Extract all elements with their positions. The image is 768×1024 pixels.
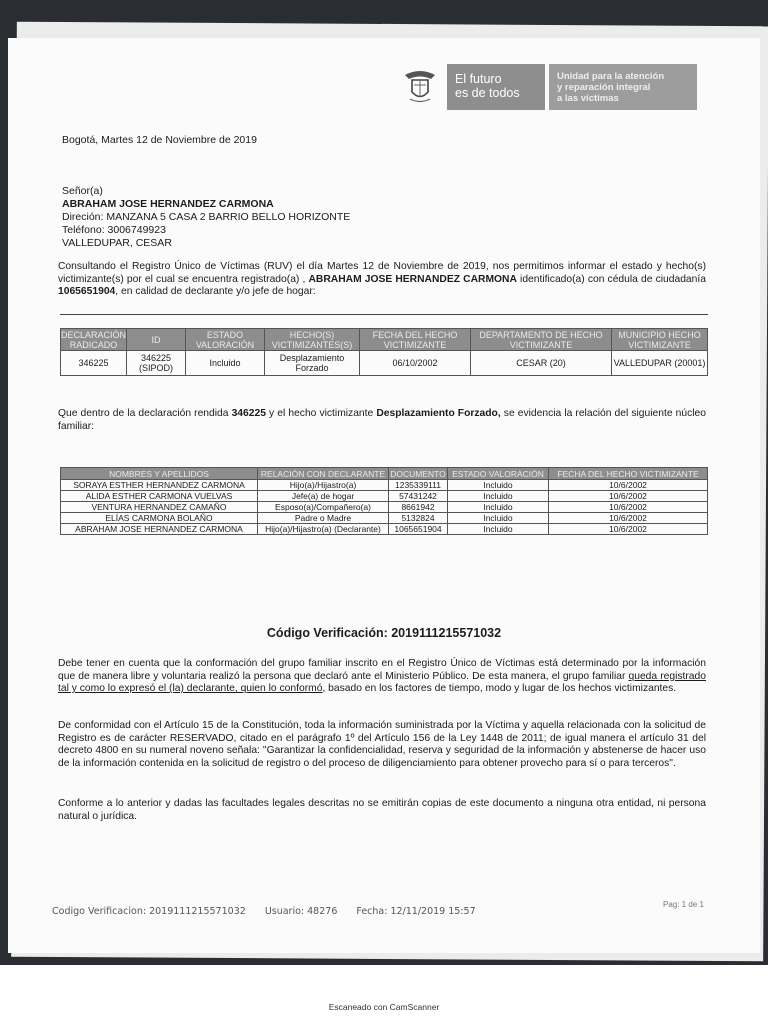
table-cell: Jefe(a) de hogar <box>258 491 389 502</box>
scanner-watermark: Escaneado con CamScanner <box>328 1002 440 1012</box>
date-line: Bogotá, Martes 12 de Noviembre de 2019 <box>62 134 257 146</box>
table-cell: 8661942 <box>389 502 448 513</box>
verification-code: Código Verificación: 2019111215571032 <box>266 626 502 640</box>
declaration-table <box>60 328 708 376</box>
family-intro-declaration: 346225 <box>231 408 266 419</box>
page-footer <box>52 906 492 917</box>
table-cell: ELÍAS CARMONA BOLAÑO <box>61 513 258 524</box>
table-cell: 1235339111 <box>389 480 448 491</box>
table-row <box>61 351 708 376</box>
divider <box>60 314 708 315</box>
family-intro-text-2: y el hecho victimizante <box>269 408 374 419</box>
table-cell: 10/6/2002 <box>549 502 708 513</box>
recipient-phone: Teléfono: 3006749923 <box>62 224 166 236</box>
table-cell: 57431242 <box>389 491 448 502</box>
table-cell: Incluido <box>448 491 549 502</box>
family-table-body <box>61 480 708 535</box>
header-cell: HECHO(S) VICTIMIZANTES(S) <box>265 329 360 351</box>
table-cell: 10/6/2002 <box>549 491 708 502</box>
header-cell: ESTADO VALORACIÓN <box>448 468 549 480</box>
table-cell: Desplazamiento Forzado <box>265 351 360 376</box>
brand-line-2: es de todos <box>455 86 520 100</box>
table-cell: SORAYA ESTHER HERNANDEZ CARMONA <box>61 480 258 491</box>
body-text-1a: Debe tener en cuenta que la conformación del grupo familiar inscrito en el Registro Único de Víctimas está determinado por la información que de manera libre y voluntaria realizó la persona que declaró ante el Ministerio Público. De esta manera, el grupo familiar <box>58 658 706 682</box>
agency-line-3: a las víctimas <box>557 93 619 104</box>
declaration-header-row <box>61 329 708 351</box>
recipient-city: VALLEDUPAR, CESAR <box>62 237 172 249</box>
table-cell: 1065651904 <box>389 524 448 535</box>
table-row <box>61 480 708 491</box>
table-row <box>61 491 708 502</box>
footer-user: Usuario: 48276 <box>264 906 338 917</box>
table-cell: Incluido <box>186 351 265 376</box>
salutation: Señor(a) <box>62 185 103 197</box>
table-cell: 10/6/2002 <box>549 524 708 535</box>
coat-of-arms-icon <box>401 67 439 105</box>
header-cell: MUNICIPIO HECHO VICTIMIZANTE <box>612 329 708 351</box>
header-cell: NOMBRES Y APELLIDOS <box>61 468 258 480</box>
family-header-row <box>61 468 708 480</box>
agency-line-2: y reparación integral <box>557 82 651 93</box>
table-cell: ALIDA ESTHER CARMONA VUELVAS <box>61 491 258 502</box>
header-cell: DOCUMENTO <box>390 468 446 479</box>
table-cell: Incluido <box>448 524 549 535</box>
body-paragraph-1 <box>58 658 706 696</box>
brand-block <box>447 64 545 110</box>
table-cell: Hijo(a)/Hijastro(a) <box>258 480 389 491</box>
body-paragraph-2: De conformidad con el Artículo 15 de la Constitución, toda la información suministrada por la Víctima y aquella relacionada con la solicitud de Registro es de carácter RESERVADO, citado en el parágrafo 1º del Artículo 156 de la Ley 1448 de 2011; de igual manera el artículo 31 del decreto 4800 en su numeral noveno señala: "Garantizar la confidencialidad, reserva y seguridad de la información y abstenerse de hacer uso de la información contenida en la solicitud de registro o del proceso de diligenciamiento para obtener provecho para sí o para terceros". <box>58 720 706 769</box>
table-cell: 346225 <box>61 351 127 376</box>
header-cell: ESTADO VALORACIÓN <box>186 329 265 351</box>
brand-line-1: El futuro <box>455 72 502 86</box>
table-cell: 10/6/2002 <box>549 513 708 524</box>
recipient-name: ABRAHAM JOSE HERNANDEZ CARMONA <box>62 198 274 210</box>
intro-name: ABRAHAM JOSE HERNANDEZ CARMONA <box>308 273 517 285</box>
page-number: Pag: 1 de 1 <box>663 900 704 909</box>
table-row <box>61 524 708 535</box>
header-cell: FECHA DEL HECHO VICTIMIZANTE <box>360 329 471 351</box>
table-cell: 06/10/2002 <box>360 351 471 376</box>
intro-text-2: identificado(a) con cédula de ciudadanía <box>520 273 706 285</box>
table-cell: Incluido <box>448 513 549 524</box>
table-cell: Hijo(a)/Hijastro(a) (Declarante) <box>258 524 389 535</box>
header-cell: RELACIÓN CON DECLARANTE <box>258 468 389 480</box>
table-cell: 10/6/2002 <box>549 480 708 491</box>
footer-code: Codigo Verificacion: 2019111215571032 <box>52 906 246 917</box>
body-paragraph-3: Conforme a lo anterior y dadas las facultades legales descritas no se emitirán copias de este documento a ninguna otra entidad, ni persona natural o jurídica. <box>58 798 706 822</box>
table-row <box>61 513 708 524</box>
body-text-underlined: queda registrado tal y como lo expresó el (la) declarante, quien lo conformó <box>58 670 706 694</box>
table-cell: Padre o Madre <box>258 513 389 524</box>
table-cell: Incluido <box>448 480 549 491</box>
family-table <box>60 467 708 535</box>
intro-text-1: Consultando el Registro Único de Víctimas (RUV) el día Martes 12 de Noviembre de 2019, nos permitimos informar el estado y hecho(s) victimizante(s) por el cual se encuentra registrado(a) , <box>58 261 706 285</box>
header-logos <box>401 62 701 112</box>
header-cell: DEPARTAMENTO DE HECHO VICTIMIZANTE <box>471 329 612 351</box>
family-intro-event: Desplazamiento Forzado, <box>376 408 501 419</box>
intro-paragraph <box>58 261 706 299</box>
table-cell: ABRAHAM JOSE HERNANDEZ CARMONA <box>61 524 258 535</box>
recipient-address: Direción: MANZANA 5 CASA 2 BARRIO BELLO HORIZONTE <box>62 211 351 223</box>
table-cell: 5132824 <box>389 513 448 524</box>
recipient-block <box>62 185 350 250</box>
agency-line-1: Unidad para la atención <box>557 71 665 82</box>
header-cell: DECLARACIÓN RADICADO <box>61 329 127 350</box>
body-text-1b: , basado en los factores de tiempo, modo y lugar de los hechos victimizantes. <box>322 683 677 694</box>
table-cell: 346225 (SIPOD) <box>127 351 186 376</box>
table-cell: VENTURA HERNANDEZ CAMAÑO <box>61 502 258 513</box>
family-intro-paragraph <box>58 408 706 433</box>
document-page <box>8 38 760 953</box>
footer-date: Fecha: 12/11/2019 15:57 <box>356 906 476 917</box>
table-row <box>61 502 708 513</box>
family-intro-text-1: Que dentro de la declaración rendida <box>58 408 229 419</box>
table-cell: Incluido <box>448 502 549 513</box>
header-cell: ID <box>127 329 186 351</box>
intro-text-3: , en calidad de declarante y/o jefe de hogar: <box>115 286 316 297</box>
table-cell: CESAR (20) <box>471 351 612 376</box>
header-cell: FECHA DEL HECHO VICTIMIZANTE <box>549 468 708 480</box>
table-cell: VALLEDUPAR (20001) <box>612 351 708 376</box>
agency-block <box>549 64 697 110</box>
family-intro-text-3: se evidencia la relación del siguiente núcleo familiar: <box>58 408 706 432</box>
intro-id: 1065651904 <box>58 286 116 297</box>
table-cell: Esposo(a)/Compañero(a) <box>258 502 389 513</box>
